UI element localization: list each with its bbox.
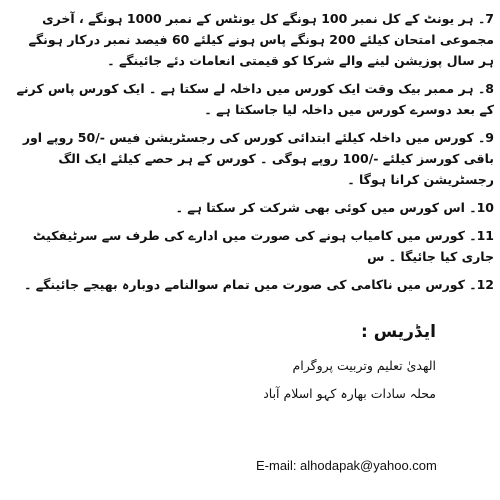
rule-item-9: 9۔ کورس میں داخلہ کیلئے ابتدائی کورس کی رجسٹریشن فیس -/50 روپے اور باقی کورسز کیلئے -/100 روپے ہوگی ۔ کورس کے ہر حصے کیلئے ایک الگ رجسٹریشن کرانا ہوگا ۔ [22, 130, 494, 187]
rule-item-7: 7۔ ہر یونٹ کے کل نمبر 100 ہونگے کل یونٹس کے نمبر 1000 ہونگے ، آخری مجموعی امتحان کیلئے 200 ہونگے پاس ہونے کیلئے 60 فیصد نمبر درکار ہونگے ہر سال پوزیشن لینے والے شرکا کو قیمتی انعامات دئے جائینگے ۔ [28, 11, 494, 68]
rule-item-10: 10۔ اس کورس میں کوئی بھی شرکت کر سکتا ہے ۔ [175, 200, 494, 215]
rule-item-12: 12۔ کورس میں ناکامی کی صورت میں تمام سوالنامے دوبارہ بھیجے جائینگے ۔ [24, 277, 494, 292]
rules-list [10, 8, 494, 295]
address-heading: ایڈریس : [361, 322, 436, 342]
rule-item-8: 8۔ ہر ممبر بیک وقت ایک کورس میں داخلہ لے سکتا ہے ۔ ایک کورس پاس کرنے کے بعد دوسرے کورس میں داخلہ لیا جاسکتا ہے ۔ [16, 81, 494, 117]
address-block [136, 318, 436, 412]
organization-name: الھدیٰ تعلیم وتربیت پروگرام [292, 358, 436, 373]
postal-address: محلہ سادات بھارہ کہو اسلام آباد [263, 386, 436, 401]
email-address: E-mail: alhodapak@yahoo.com [256, 458, 437, 473]
rule-item-11: 11۔ کورس میں کامیاب ہونے کی صورت میں ادارے کی طرف سے سرٹیفکیٹ جاری کیا جائیگا ۔ س [32, 228, 494, 264]
